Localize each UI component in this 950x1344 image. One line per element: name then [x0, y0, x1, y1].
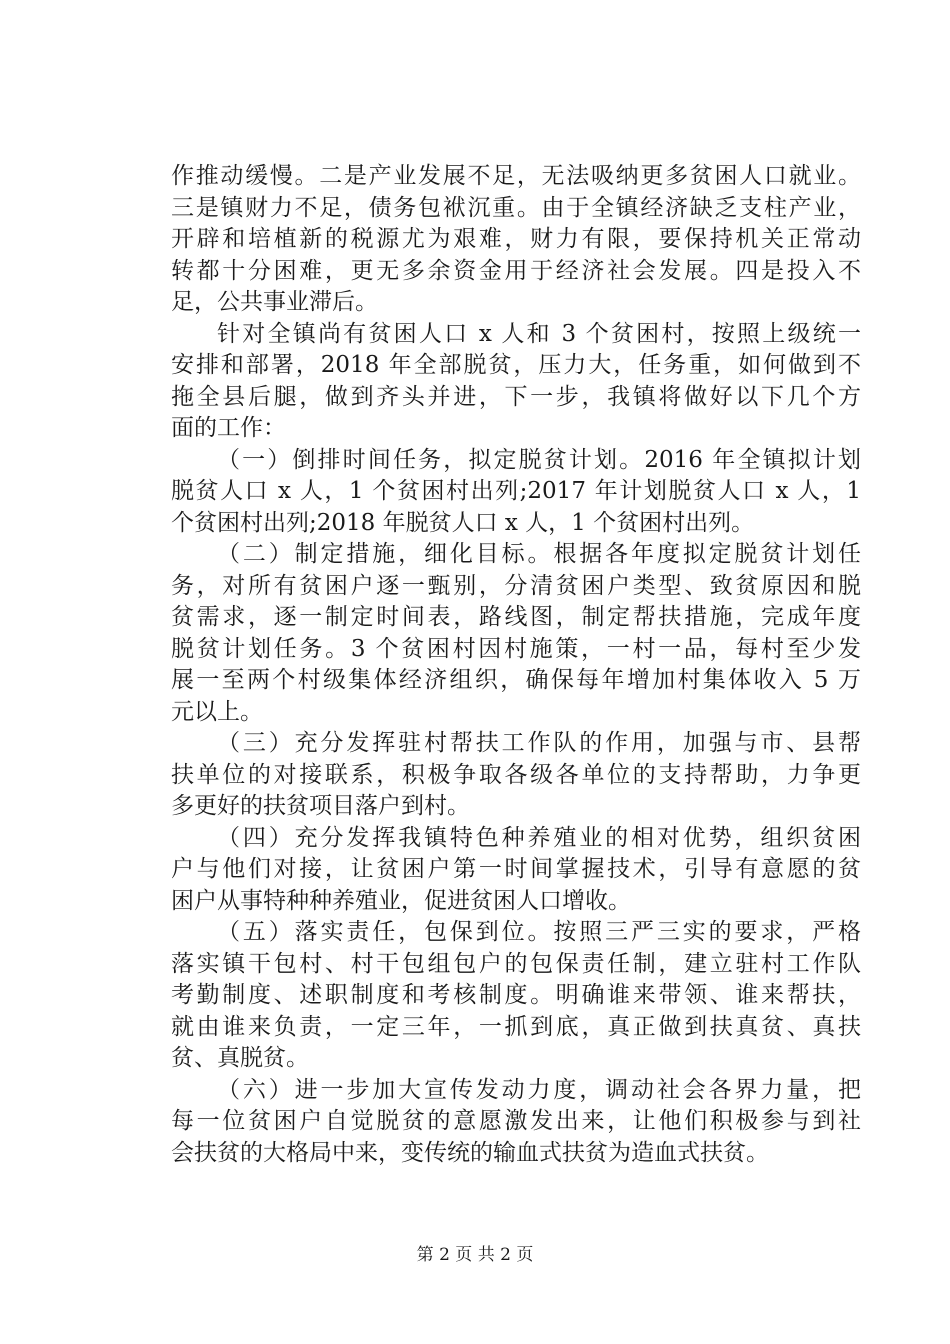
text-line: （四）充分发挥我镇特色种养殖业的相对优势，组织贫困 — [217, 824, 861, 851]
text-line: （三）充分发挥驻村帮扶工作队的作用，加强与市、县帮 — [217, 730, 861, 756]
text-line: 转都十分困难，更无多余资金用于经济社会发展。四是投入不 — [171, 257, 861, 284]
page-footer: 第 2 页 共 2 页 — [416, 1245, 534, 1265]
text-line: 个贫困村出列;2018 年脱贫人口 x 人，1 个贫困村出列。 — [171, 509, 755, 536]
text-line: 贫需求，逐一制定时间表，路线图，制定帮扶措施，完成年度 — [171, 604, 861, 630]
text-line: 脱贫人口 x 人，1 个贫困村出列;2017 年计划脱贫人口 x 人，1 — [171, 478, 861, 504]
text-line: 脱贫计划任务。3 个贫困村因村施策，一村一品，每村至少发 — [171, 635, 861, 662]
text-line: 每一位贫困户自觉脱贫的意愿激发出来，让他们积极参与到社 — [171, 1108, 861, 1134]
text-line: （一）倒排时间任务，拟定脱贫计划。2016 年全镇拟计划 — [217, 446, 861, 473]
text-line: 多更好的扶贫项目落户到村。 — [171, 793, 470, 819]
document-body — [171, 161, 861, 1169]
text-line: 就由谁来负责，一定三年，一抓到底，真正做到扶真贫、真扶 — [171, 1013, 861, 1040]
text-line: （六）进一步加大宣传发动力度，调动社会各界力量，把 — [217, 1076, 861, 1103]
text-line: 拖全县后腿，做到齐头并进，下一步，我镇将做好以下几个方 — [171, 383, 861, 410]
text-line: 开辟和培植新的税源尤为艰难，财力有限，要保持机关正常动 — [171, 226, 861, 252]
text-line: 会扶贫的大格局中来，变传统的输血式扶贫为造血式扶贫。 — [171, 1139, 769, 1166]
text-line: 扶单位的对接联系，积极争取各级各单位的支持帮助，力争更 — [171, 761, 861, 788]
text-line: 展一至两个村级集体经济组织，确保每年增加村集体收入 5 万 — [171, 667, 861, 693]
text-line: 作推动缓慢。二是产业发展不足，无法吸纳更多贫困人口就业。 — [171, 163, 861, 189]
text-line: 贫、真脱贫。 — [171, 1045, 309, 1071]
text-line: （五）落实责任，包保到位。按照三严三实的要求，严格 — [217, 919, 861, 945]
text-line: 务，对所有贫困户逐一甄别，分清贫困户类型、致贫原因和脱 — [171, 572, 861, 599]
text-line: 户与他们对接，让贫困户第一时间掌握技术，引导有意愿的贫 — [171, 856, 861, 882]
text-line: 安排和部署，2018 年全部脱贫，压力大，任务重，如何做到不 — [171, 352, 861, 378]
text-line: 考勤制度、述职制度和考核制度。明确谁来带领、谁来帮扶， — [171, 982, 861, 1008]
text-line: 针对全镇尚有贫困人口 x 人和 3 个贫困村，按照上级统一 — [217, 320, 861, 347]
text-line: 三是镇财力不足，债务包袱沉重。由于全镇经济缺乏支柱产业， — [171, 194, 861, 221]
text-line: （二）制定措施，细化目标。根据各年度拟定脱贫计划任 — [217, 541, 861, 567]
text-line: 足，公共事业滞后。 — [171, 289, 378, 315]
text-line: 困户从事特种种养殖业，促进贫困人口增收。 — [171, 887, 631, 914]
text-line: 面的工作： — [171, 415, 286, 441]
text-line: 元以上。 — [171, 698, 263, 725]
text-line: 落实镇干包村、村干包组包户的包保责任制，建立驻村工作队 — [171, 950, 861, 977]
